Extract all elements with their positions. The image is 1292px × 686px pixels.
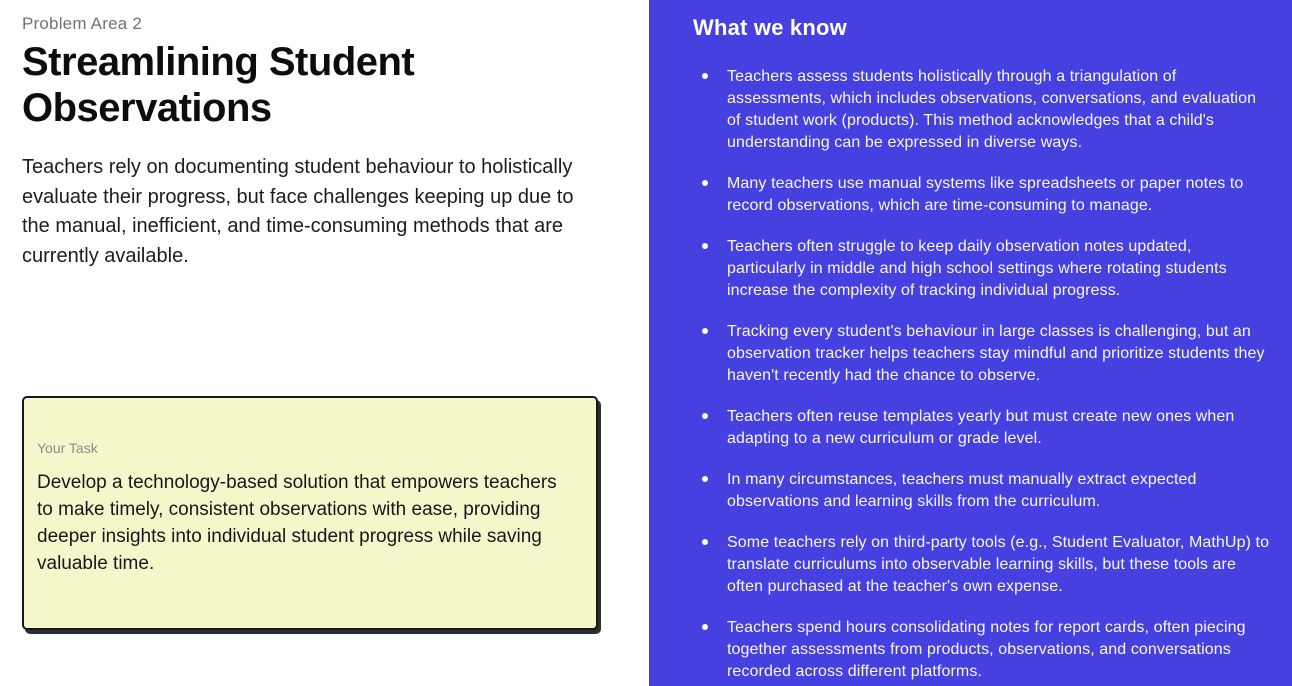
what-we-know-panel [649,0,1292,686]
panel-heading: What we know [693,15,847,40]
task-card-body: Develop a technology-based solution that empowers teachers to make timely, consistent observations with ease, providing deeper insights into individual student progress while saving valuable time. [37,472,557,574]
page-title: Streamlining Student Observations [22,40,415,130]
bullet-item: Many teachers use manual systems like spreadsheets or paper notes to record observations, which are time-consuming to manage. [693,173,1272,217]
bullet-item: Teachers often reuse templates yearly but must create new ones when adapting to a new curriculum or grade level. [693,406,1272,450]
bullet-item: Teachers spend hours consolidating notes for report cards, often piecing together assessments from products, observations, and conversations recorded across different platforms. [693,617,1272,683]
problem-area-label: Problem Area 2 [22,14,142,33]
bullet-list [693,66,1272,683]
task-card[interactable] [22,396,598,630]
task-card-label: Your Task [37,440,98,456]
bullet-item: Some teachers rely on third-party tools (e.g., Student Evaluator, MathUp) to translate curriculums into observable learning skills, but these tools are often purchased at the teacher's own expense. [693,532,1272,598]
bullet-item: Tracking every student's behaviour in large classes is challenging, but an observation tracker helps teachers stay mindful and prioritize students they haven't recently had the chance to observe. [693,321,1272,387]
bullet-item: In many circumstances, teachers must manually extract expected observations and learning skills from the curriculum. [693,469,1272,513]
bullet-item: Teachers often struggle to keep daily observation notes updated, particularly in middle and high school settings where rotating students increase the complexity of tracking individual progress. [693,236,1272,302]
problem-description: Teachers rely on documenting student behaviour to holistically evaluate their progress, but face challenges keeping up due to the manual, inefficient, and time-consuming methods that are currently available. [22,156,574,267]
bullet-item: Teachers assess students holistically through a triangulation of assessments, which includes observations, conversations, and evaluation of student work (products). This method acknowledges that a child's understanding can be expressed in diverse ways. [693,66,1272,154]
